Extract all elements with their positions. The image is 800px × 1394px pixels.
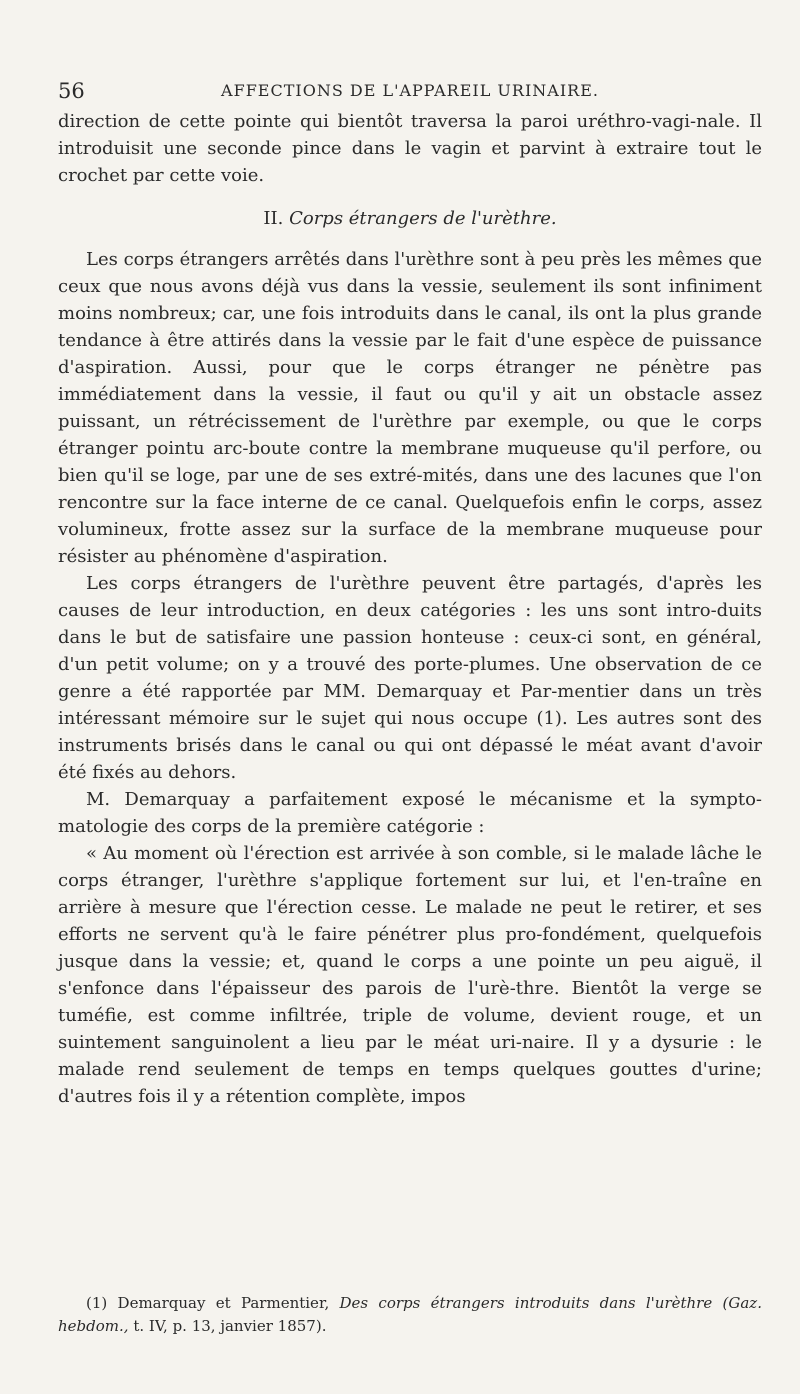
footnote-marker: (1): [86, 1294, 108, 1312]
running-head-title: AFFECTIONS DE L'APPAREIL URINAIRE.: [221, 81, 599, 100]
footnote-authors: Demarquay et Parmentier,: [117, 1294, 330, 1312]
main-text: [58, 108, 762, 1110]
section-heading: [58, 205, 762, 232]
footnote-title: Des corps étrangers introduits dans l'urèthre: [339, 1294, 713, 1312]
paragraph-3: Les corps étrangers de l'urèthre peuvent être partagés, d'après les causes de leur introduction, en deux catégories : les uns sont intro-duits dans le but de satisfaire une passion honteuse : ceux-ci sont, en général, d'un petit volume; on y a trouvé des porte-plumes. Une observation de ce genre a été rapportée par MM. Demarquay et Par-mentier dans un très intéressant mémoire sur le sujet qui nous occupe (1). Les autres sont des instruments brisés dans le canal ou qui ont dépassé le méat avant d'avoir été fixés au dehors.: [58, 573, 762, 783]
paragraph-2: Les corps étrangers arrêtés dans l'urèthre sont à peu près les mêmes que ceux que nous avons déjà vus dans la vessie, seulement ils sont infiniment moins nombreux; car, une fois introduits dans le canal, ils ont la plus grande tendance à être attirés dans la vessie par le fait d'une espèce de puissance d'aspiration. Aussi, pour que le corps étranger ne pénètre pas immédiatement dans la vessie, il faut ou qu'il y ait un obstacle assez puissant, un rétrécissement de l'urèthre par exemple, ou que le corps étranger pointu arc-boute contre la membrane muqueuse qu'il perfore, ou bien qu'il se loge, par une de ses extré-mités, dans une des lacunes que l'on rencontre sur la face interne de ce canal. Quelquefois enfin le corps, assez volumineux, frotte assez sur la surface de la membrane muqueuse pour résister au phénomène d'aspiration.: [58, 249, 762, 567]
footnote-source: (Gaz. hebdom.,: [58, 1294, 762, 1335]
section-title: Corps étrangers de l'urèthre.: [289, 208, 557, 229]
section-number: II.: [263, 208, 284, 229]
page-number: 56: [58, 79, 85, 103]
footnote: [58, 1292, 762, 1338]
running-head: [58, 78, 762, 104]
paragraph-4: M. Demarquay a parfaitement exposé le mécanisme et la sympto-matologie des corps de la première catégorie :: [58, 789, 762, 837]
footnote-details: t. IV, p. 13, janvier 1857).: [133, 1317, 327, 1335]
paragraph-1: direction de cette pointe qui bientôt traversa la paroi uréthro-vagi-nale. Il introduisit une seconde pince dans le vagin et parvint à extraire tout le crochet par cette voie.: [58, 111, 762, 186]
quotation: « Au moment où l'érection est arrivée à son comble, si le malade lâche le corps étranger, l'urèthre s'applique fortement sur lui, et l'en-traîne en arrière à mesure que l'érection cesse. Le malade ne peut le retirer, et ses efforts ne servent qu'à le faire pénétrer plus pro-fondément, quelquefois jusque dans la vessie; et, quand le corps a une pointe un peu aiguë, il s'enfonce dans l'épaisseur des parois de l'urè-thre. Bientôt la verge se tuméfie, est comme infiltrée, triple de volume, devient rouge, et un suintement sanguinolent a lieu par le méat uri-naire. Il y a dysurie : le malade rend seulement de temps en temps quelques gouttes d'urine; d'autres fois il y a rétention complète, impos: [58, 843, 762, 1107]
